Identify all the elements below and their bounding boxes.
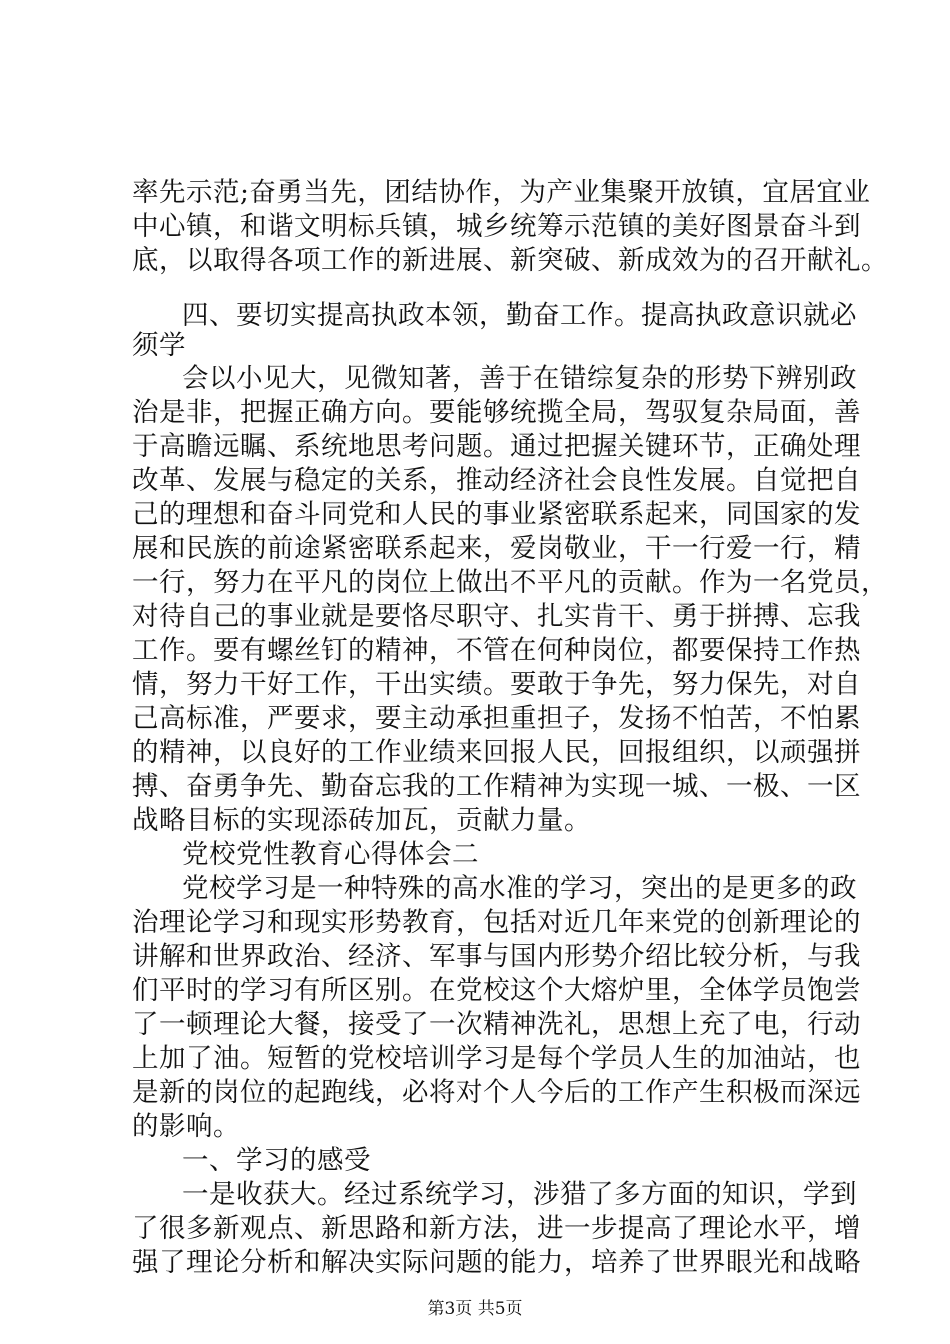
text-line: 情，努力干好工作，干出实绩。要敢于争先，努力保先，对自: [132, 669, 861, 700]
text-line: 己高标准，严要求，要主动承担重担子，发扬不怕苦，不怕累: [132, 703, 861, 734]
text-line: 了很多新观点、新思路和新方法，进一步提高了理论水平，增: [132, 1213, 861, 1244]
text-line: 须学: [132, 330, 186, 361]
text-line: 对待自己的事业就是要恪尽职守、扎实肯干、勇于拼搏、忘我: [132, 601, 861, 632]
text-line: 的精神，以良好的工作业绩来回报人民，回报组织，以顽强拼: [132, 737, 861, 768]
text-line: 强了理论分析和解决实际问题的能力，培养了世界眼光和战略: [132, 1247, 861, 1278]
section-heading: 四、要切实提高执政本领，勤奋工作。提高执政意识就必: [182, 300, 857, 331]
text-line: 工作。要有螺丝钉的精神，不管在何种岗位，都要保持工作热: [132, 635, 861, 666]
text-line: 展和民族的前途紧密联系起来，爱岗敬业，干一行爱一行，精: [132, 533, 861, 564]
text-line: 战略目标的实现添砖加瓦，贡献力量。: [132, 805, 591, 836]
text-line: 己的理想和奋斗同党和人民的事业紧密联系起来，同国家的发: [132, 499, 861, 530]
text-line: 于高瞻远瞩、系统地思考问题。通过把握关键环节，正确处理: [132, 431, 861, 462]
section-heading: 党校党性教育心得体会二: [182, 839, 479, 870]
text-line: 的影响。: [132, 1111, 240, 1142]
text-line: 党校学习是一种特殊的高水准的学习，突出的是更多的政: [182, 873, 857, 904]
text-line: 上加了油。短暂的党校培训学习是每个学员人生的加油站，也: [132, 1043, 861, 1074]
text-line: 一行，努力在平凡的岗位上做出不平凡的贡献。作为一名党员，: [132, 567, 888, 598]
text-line: 改革、发展与稳定的关系，推动经济社会良性发展。自觉把自: [132, 465, 861, 496]
text-line: 了一顿理论大餐，接受了一次精神洗礼，思想上充了电，行动: [132, 1009, 861, 1040]
text-line: 们平时的学习有所区别。在党校这个大熔炉里，全体学员饱尝: [132, 975, 861, 1006]
text-line: 搏、奋勇争先、勤奋忘我的工作精神为实现一城、一极、一区: [132, 771, 861, 802]
text-line: 治是非，把握正确方向。要能够统揽全局，驾驭复杂局面，善: [132, 397, 861, 428]
page-footer: 第3页 共5页: [427, 1299, 523, 1319]
section-heading: 一、学习的感受: [182, 1145, 371, 1176]
text-line: 率先示范;奋勇当先，团结协作，为产业集聚开放镇，宜居宜业: [132, 177, 871, 208]
text-line: 一是收获大。经过系统学习，涉猎了多方面的知识，学到: [182, 1179, 857, 1210]
text-line: 讲解和世界政治、经济、军事与国内形势介绍比较分析，与我: [132, 941, 861, 972]
text-line: 是新的岗位的起跑线，必将对个人今后的工作产生积极而深远: [132, 1077, 861, 1108]
text-line: 会以小见大，见微知著，善于在错综复杂的形势下辨别政: [182, 363, 857, 394]
text-line: 底，以取得各项工作的新进展、新突破、新成效为的召开献礼。: [132, 245, 888, 276]
text-line: 治理论学习和现实形势教育，包括对近几年来党的创新理论的: [132, 907, 861, 938]
text-line: 中心镇，和谐文明标兵镇，城乡统筹示范镇的美好图景奋斗到: [132, 211, 861, 242]
